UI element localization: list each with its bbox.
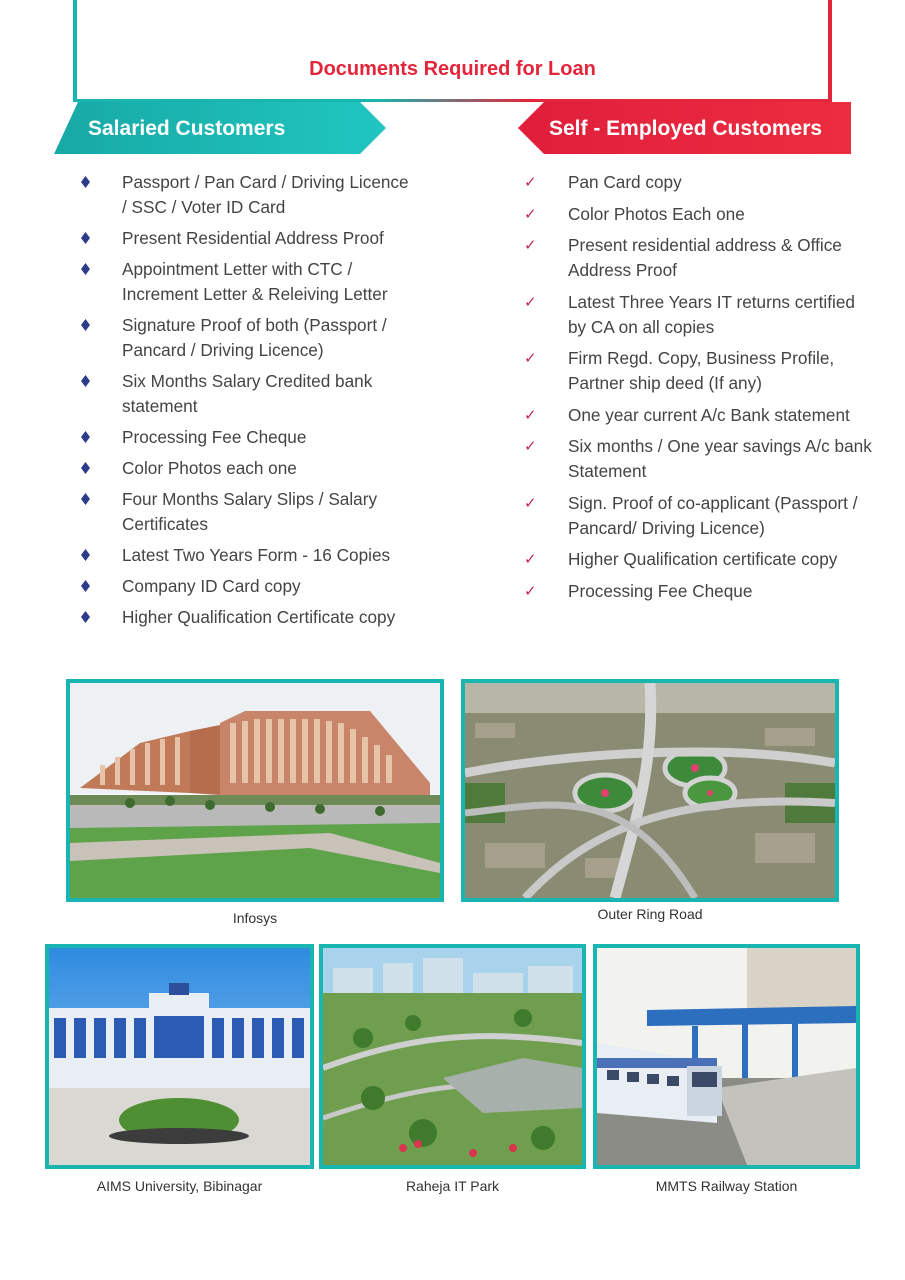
frame-left-border bbox=[73, 0, 77, 102]
raheja-it-park-photo bbox=[319, 944, 586, 1169]
raheja-it-park-caption: Raheja IT Park bbox=[405, 1178, 500, 1194]
infosys-caption: Infosys bbox=[232, 910, 278, 926]
aims-university-caption: AIMS University, Bibinagar bbox=[96, 1178, 263, 1194]
list-item: ✓ Sign. Proof of co-applicant (Passport / Pancard/ Driving Licence) bbox=[524, 492, 858, 538]
mmts-railway-station-photo bbox=[593, 944, 860, 1169]
diamond-bullet-icon bbox=[81, 462, 90, 474]
diamond-bullet-icon bbox=[81, 232, 90, 244]
diamond-bullet-icon bbox=[81, 319, 90, 331]
diamond-bullet-icon bbox=[81, 375, 90, 387]
checkmark-icon: ✓ bbox=[524, 236, 537, 254]
list-item: ✓ Firm Regd. Copy, Business Profile, Partner ship deed (If any) bbox=[524, 348, 835, 393]
checkmark-icon: ✓ bbox=[524, 493, 537, 512]
checkmark-icon: ✓ bbox=[524, 437, 537, 455]
diamond-bullet-icon bbox=[81, 263, 90, 275]
salaried-document-list bbox=[78, 170, 418, 636]
checkmark-icon: ✓ bbox=[524, 292, 537, 311]
checkmark-icon: ✓ bbox=[524, 204, 537, 223]
list-item: Processing Fee Cheque bbox=[78, 425, 418, 450]
diamond-bullet-icon bbox=[81, 431, 90, 443]
diamond-bullet-icon bbox=[81, 580, 90, 592]
diamond-bullet-icon bbox=[81, 549, 90, 561]
list-item: ✓ Processing Fee Cheque bbox=[524, 579, 874, 604]
university-building-image bbox=[49, 948, 310, 1165]
railway-station-image bbox=[597, 948, 856, 1165]
list-item: Appointment Letter with CTC / Increment Letter & Releiving Letter bbox=[78, 257, 418, 307]
list-item: Four Months Salary Slips / Salary Certificates bbox=[78, 487, 418, 537]
checkmark-icon: ✓ bbox=[524, 349, 537, 367]
checkmark-icon: ✓ bbox=[524, 405, 537, 424]
list-item: ✓ Latest Three Years IT returns certified by CA on all copies bbox=[524, 291, 855, 337]
list-item: ✓ Present residential address & Office Address Proof bbox=[524, 235, 842, 280]
salaried-heading: Salaried Customers bbox=[88, 117, 286, 140]
outer-ring-road-photo bbox=[461, 679, 839, 902]
self-employed-heading: Self - Employed Customers bbox=[549, 117, 823, 140]
diamond-bullet-icon bbox=[81, 493, 90, 505]
list-item: ✓ Higher Qualification certificate copy bbox=[524, 547, 874, 572]
checkmark-icon: ✓ bbox=[524, 173, 537, 191]
list-item: Higher Qualification Certificate copy bbox=[78, 605, 418, 630]
frame-right-border bbox=[828, 0, 832, 102]
diamond-bullet-icon bbox=[81, 176, 90, 188]
checkmark-icon: ✓ bbox=[524, 550, 537, 568]
ring-road-interchange-image bbox=[465, 683, 835, 898]
infosys-photo bbox=[66, 679, 444, 902]
mmts-railway-station-caption: MMTS Railway Station bbox=[655, 1178, 798, 1194]
list-item: Color Photos each one bbox=[78, 456, 418, 481]
list-item: Company ID Card copy bbox=[78, 574, 418, 599]
list-item: Present Residential Address Proof bbox=[78, 226, 418, 251]
list-item: ✓ Six months / One year savings A/c bank Statement bbox=[524, 436, 872, 481]
self-employed-document-list bbox=[524, 170, 874, 610]
list-item: Signature Proof of both (Passport / Pancard / Driving Licence) bbox=[78, 313, 418, 363]
list-item: Six Months Salary Credited bank statement bbox=[78, 369, 418, 419]
checkmark-icon: ✓ bbox=[524, 581, 537, 600]
list-item: Passport / Pan Card / Driving Licence / SSC / Voter ID Card bbox=[78, 170, 418, 220]
list-item: Latest Two Years Form - 16 Copies bbox=[78, 543, 418, 568]
page-title: Documents Required for Loan bbox=[309, 58, 596, 80]
list-item: ✓ Color Photos Each one bbox=[524, 202, 874, 227]
self-employed-banner bbox=[518, 102, 851, 154]
list-item: ✓ One year current A/c Bank statement bbox=[524, 403, 874, 428]
outer-ring-road-caption: Outer Ring Road bbox=[597, 906, 703, 922]
diamond-bullet-icon bbox=[81, 611, 90, 623]
salaried-banner bbox=[54, 102, 386, 154]
list-item: ✓ Pan Card copy bbox=[524, 170, 874, 195]
infosys-building-image bbox=[70, 683, 440, 898]
aims-university-photo bbox=[45, 944, 314, 1169]
it-park-image bbox=[323, 948, 582, 1165]
